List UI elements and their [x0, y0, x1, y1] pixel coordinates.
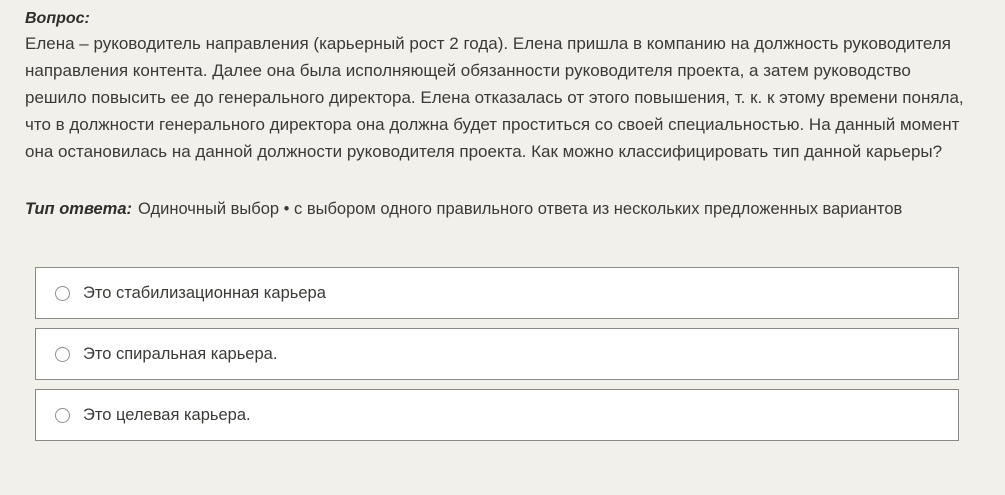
answer-type-value: Одиночный выбор • с выбором одного правильного ответа из нескольких предложенных вариантов	[138, 200, 903, 218]
option-target-career[interactable]	[35, 389, 959, 441]
radio-button-icon[interactable]	[55, 286, 70, 301]
option-label: Это спиральная карьера.	[83, 344, 278, 363]
option-spiral-career[interactable]	[35, 328, 959, 380]
options-list	[35, 267, 959, 441]
radio-button-icon[interactable]	[55, 408, 70, 423]
option-stabilization-career[interactable]	[35, 267, 959, 319]
question-text: Елена – руководитель направления (карьерный рост 2 года). Елена пришла в компанию на должность руководителя направления контента. Далее она была исполняющей обязанности руководителя проекта, а затем руководство решило повысить ее до генерального директора. Елена отказалась от этого повышения, т. к. к этому времени поняла, что в должности генерального директора она должна будет проститься со своей специальностью. На данный момент она остановилась на данной должности руководителя проекта. Как можно классифицировать тип данной карьеры?	[25, 34, 964, 161]
radio-button-icon[interactable]	[55, 347, 70, 362]
option-label: Это целевая карьера.	[83, 405, 251, 424]
answer-type-line	[25, 198, 980, 220]
answer-type-label: Тип ответа:	[25, 200, 133, 218]
question-label: Вопрос:	[25, 10, 90, 27]
option-label: Это стабилизационная карьера	[83, 283, 326, 302]
